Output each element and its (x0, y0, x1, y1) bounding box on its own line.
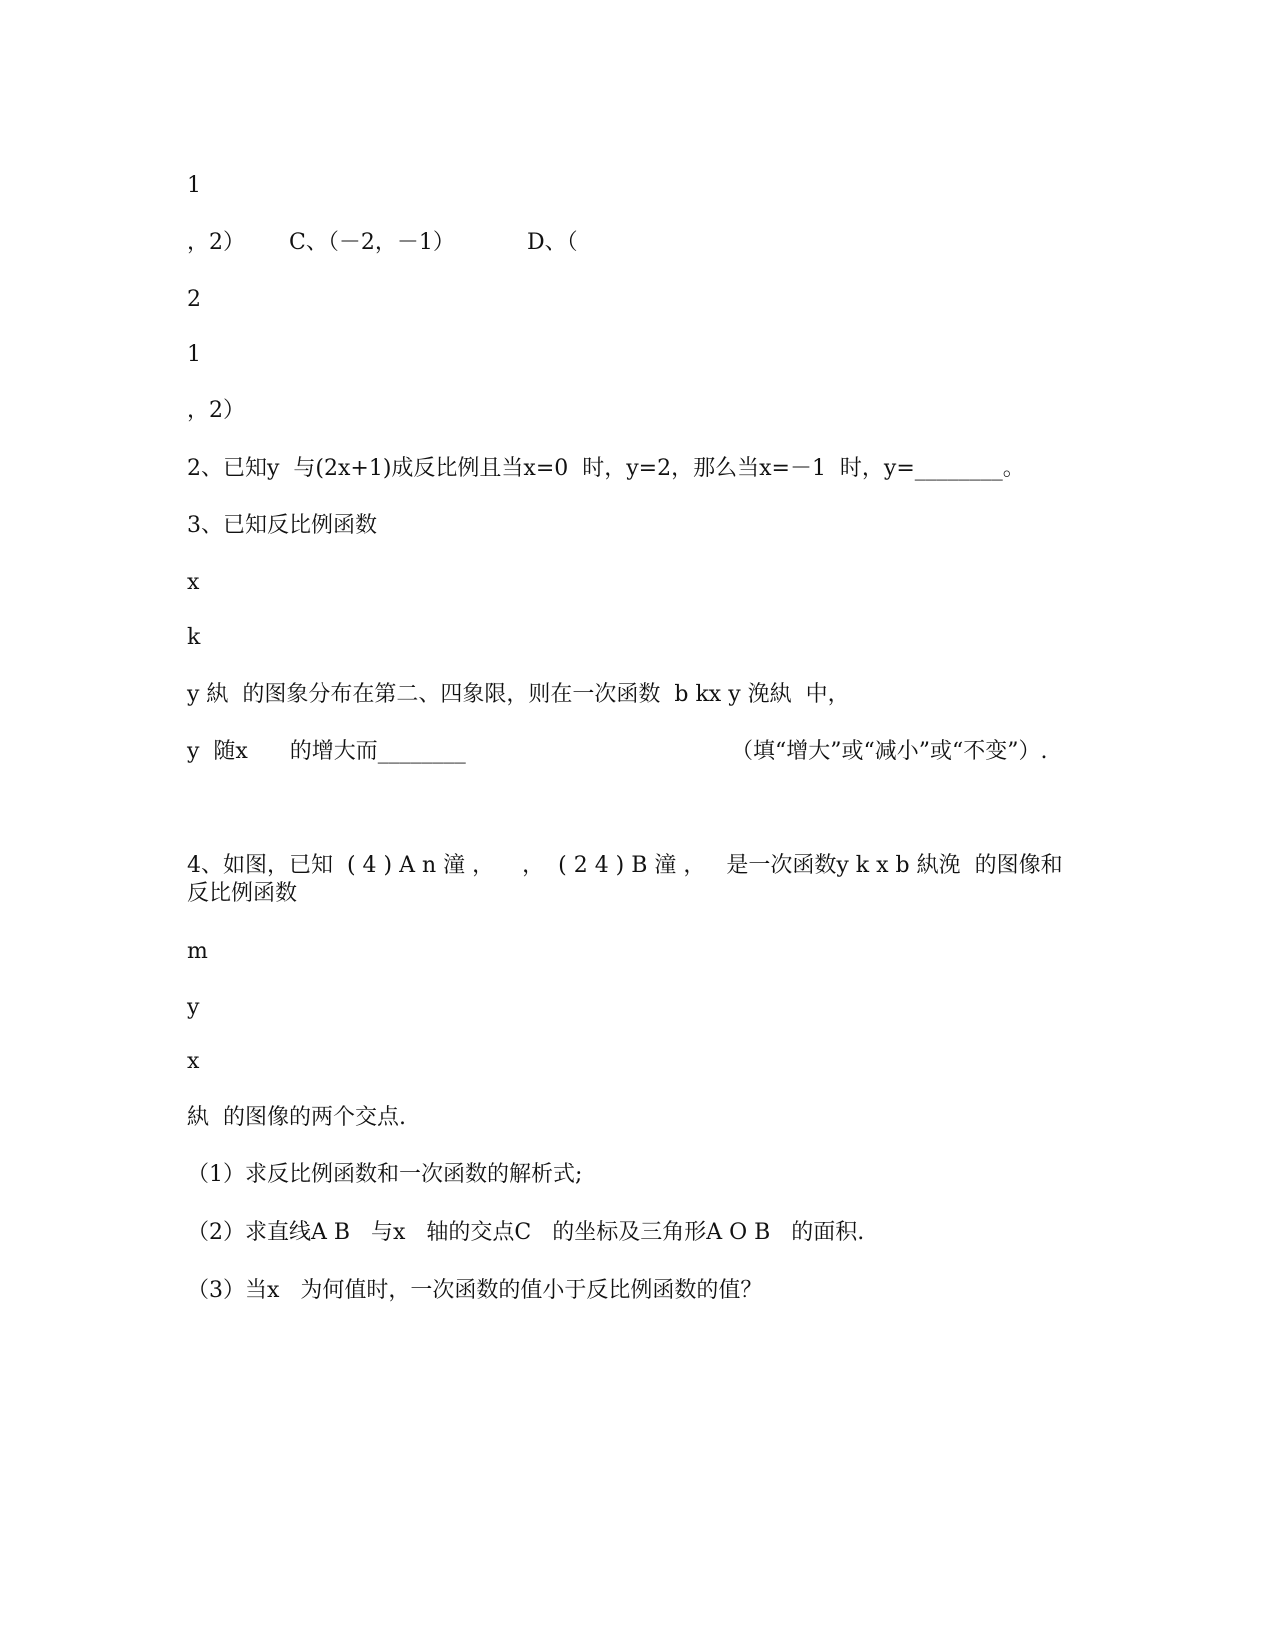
question-3-hint: （填“增大”或“减小”或“不变”）. (731, 739, 1048, 764)
question-3-intro: 3、已知反比例函数 (187, 513, 377, 538)
fraction-numerator-k: k (187, 625, 201, 650)
question-2: 2、已知y 与(2x+1)成反比例且当x=0 时，y=2，那么当x=－1 时，y=________。 (187, 456, 1025, 481)
fraction-numerator-m: m (187, 939, 208, 964)
fraction-denominator-x-2: x (187, 1049, 200, 1074)
question-4-intro-cont: 反比例函数 (187, 881, 298, 906)
fraction-numerator-1b: 1 (187, 342, 201, 367)
sub-question-2: （2）求直线A B 与x 轴的交点C 的坐标及三角形A O B 的面积. (187, 1220, 865, 1245)
fraction-denominator-x: x (187, 570, 200, 595)
question-4-intro: 4、如图，已知 ( 4 ) A n 潼 ， ， ( 2 4 ) B 潼 ， 是一次函数y k x b 紈浼 的图像和 (187, 853, 1063, 878)
option-d-start: D、（ (527, 230, 578, 255)
equation-y: y (187, 995, 200, 1020)
question-3-body: y 紈 的图象分布在第二、四象限，则在一次函数 b kx y 浼紈 中， (187, 682, 850, 707)
sub-question-3: （3）当x 为何值时，一次函数的值小于反比例函数的值？ (187, 1278, 763, 1303)
question-3-blank: y 随x 的增大而________ (187, 739, 466, 764)
option-d-tail: ，2） (187, 398, 245, 423)
sub-question-1: （1）求反比例函数和一次函数的解析式; (187, 1162, 583, 1187)
fraction-numerator-1: 1 (187, 173, 201, 198)
option-c: C、（－2，－1） (289, 230, 455, 255)
question-4-intro-end: 紈 的图像的两个交点. (187, 1105, 406, 1130)
fraction-denominator-2: 2 (187, 287, 201, 312)
option-b-tail: ，2） (187, 230, 245, 255)
